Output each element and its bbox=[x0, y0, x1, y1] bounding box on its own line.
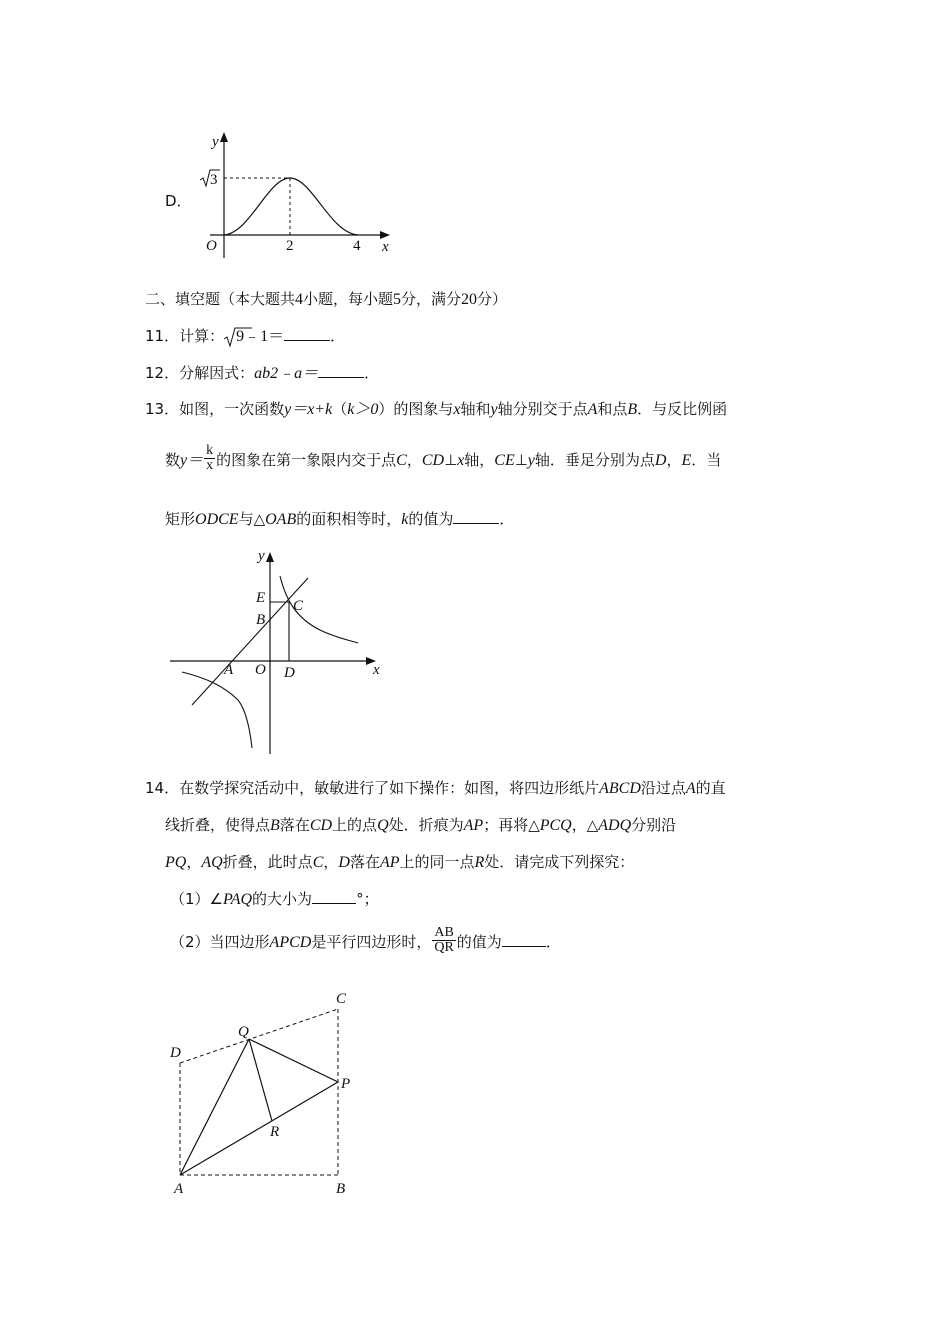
point-a-label: A bbox=[224, 662, 234, 678]
tick-4: 4 bbox=[353, 238, 361, 254]
tick-2: 2 bbox=[286, 238, 294, 254]
graph-y-label: y bbox=[258, 548, 265, 564]
question-14-part-2: （2）当四边形APCD是平行四边形时， $\frac{AB}{QR}$ 的值为 ． bbox=[170, 925, 561, 955]
y-axis-label: y bbox=[212, 134, 219, 150]
point-b-label: B bbox=[256, 612, 266, 628]
fig-point-q: Q bbox=[238, 1024, 249, 1040]
question-14-part-1: （1）∠PAQ的大小为 °； bbox=[170, 890, 379, 908]
question-14-line-1: 14．在数学探究活动中，敏敏进行了如下操作：如图，将四边形纸片ABCD沿过点A的直 bbox=[145, 779, 726, 797]
graph-x-label: x bbox=[373, 662, 380, 678]
option-d-graph bbox=[190, 128, 400, 268]
fig-point-a: A bbox=[174, 1181, 184, 1197]
fig-point-r: R bbox=[270, 1124, 280, 1140]
question-14-figure bbox=[160, 985, 370, 1205]
question-13-line-2: 数y＝ $\frac{k}{x}$ 的图象在第一象限内交于点C，CD⊥x轴，CE⊥y轴．垂足分别为点D，E．当 bbox=[165, 443, 722, 473]
question-13-line-3: 矩形ODCE与△OAB的面积相等时，k的值为 ． bbox=[165, 510, 515, 528]
section-2-title: 二、填空题（本大题共4小题，每小题5分，满分20分） bbox=[145, 290, 508, 308]
origin-label: O bbox=[206, 238, 217, 254]
question-13-graph bbox=[160, 540, 400, 760]
question-12: 12．分解因式：ab2﹣a＝ ． bbox=[145, 364, 380, 382]
question-14-line-3: PQ，AQ折叠，此时点C，D落在AP上的同一点R处．请完成下列探究： bbox=[165, 853, 635, 871]
option-d-label: D． bbox=[165, 192, 192, 210]
question-14-line-2: 线折叠，使得点B落在CD上的点Q处．折痕为AP；再将△PCQ，△ADQ分别沿 bbox=[165, 816, 677, 834]
question-13-line-1: 13．如图，一次函数y＝x+k（k＞0）的图象与x轴和y轴分别交于点A和点B．与反比例函 bbox=[145, 400, 728, 418]
fig-point-b: B bbox=[336, 1181, 346, 1197]
sqrt3-label: 3 bbox=[210, 172, 218, 188]
fig-point-c: C bbox=[336, 991, 347, 1007]
fig-point-p: P bbox=[341, 1076, 351, 1092]
point-o-label: O bbox=[255, 662, 266, 678]
point-d-label: D bbox=[284, 665, 295, 681]
fig-point-d: D bbox=[170, 1045, 181, 1061]
point-e-label: E bbox=[256, 590, 266, 606]
question-11: 11．计算： 9﹣1＝ ． bbox=[145, 327, 346, 345]
point-c-label: C bbox=[293, 598, 304, 614]
x-axis-label: x bbox=[382, 239, 389, 255]
